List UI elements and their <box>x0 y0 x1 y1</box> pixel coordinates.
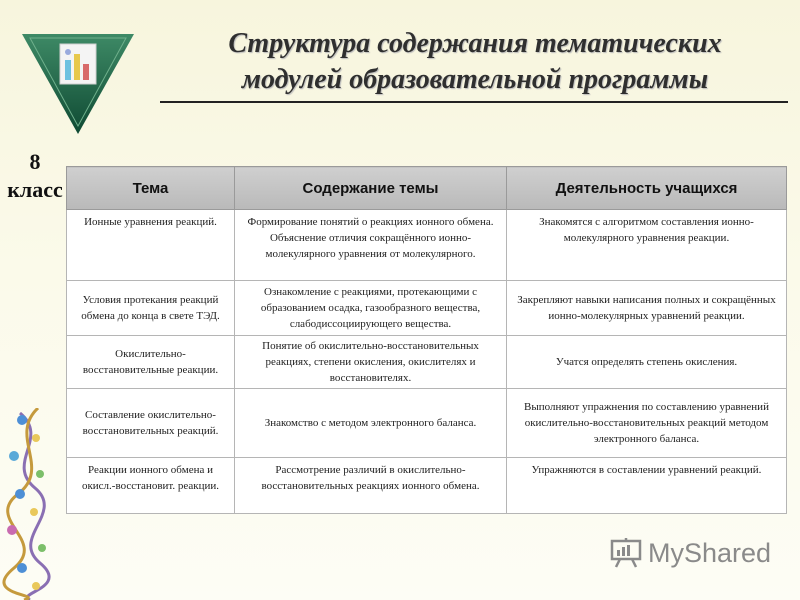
watermark-text: MyShared <box>648 537 772 568</box>
cell-activity: Знакомятся с алгоритмом составления ионно-молекулярного уравнения реакции. <box>507 210 787 281</box>
cell-topic: Окислительно-восстановительные реакции. <box>67 336 235 389</box>
cell-content: Понятие об окислительно-восстановительных реакциях, степени окисления, окислителях и восстановителях. <box>235 336 507 389</box>
column-header-content: Содержание темы <box>235 167 507 210</box>
myshared-watermark <box>610 535 790 571</box>
cell-content: Рассмотрение различий в окислительно-восстановительных реакциях ионного обмена. <box>235 458 507 514</box>
modules-table <box>66 166 787 514</box>
table-row <box>67 389 787 458</box>
grade-number: 8 <box>29 149 41 174</box>
title-underline <box>160 101 788 103</box>
grade-label <box>0 148 70 204</box>
cell-activity: Упражняются в составлении уравнений реакций. <box>507 458 787 514</box>
table-header-row <box>67 167 787 210</box>
cell-content: Ознакомление с реакциями, протекающими с образованием осадка, газообразного вещества, слабодиссоциирующего вещества. <box>235 281 507 336</box>
column-header-activity: Деятельность учащихся <box>507 167 787 210</box>
title-line-1: Структура содержания тематических <box>228 28 722 59</box>
cell-activity: Закрепляют навыки написания полных и сокращённых ионно-молекулярных уравнений реакции. <box>507 281 787 336</box>
page-title <box>160 26 790 98</box>
cell-topic: Условия протекания реакций обмена до конца в свете ТЭД. <box>67 281 235 336</box>
cell-activity: Учатся определять степень окисления. <box>507 336 787 389</box>
table-row <box>67 210 787 281</box>
cell-topic: Реакции ионного обмена и окисл.-восстановит. реакции. <box>67 458 235 514</box>
cell-topic: Составление окислительно-восстановительных реакций. <box>67 389 235 458</box>
column-header-topic: Тема <box>67 167 235 210</box>
title-line-2: модулей образовательной программы <box>241 64 709 95</box>
table-row <box>67 281 787 336</box>
table-row <box>67 336 787 389</box>
lab-flasks-triangle-icon <box>22 34 134 134</box>
presentation-board-icon <box>610 538 642 568</box>
molecule-chain-icon <box>0 408 58 600</box>
grade-word: класс <box>7 177 63 202</box>
cell-topic: Ионные уравнения реакций. <box>67 210 235 281</box>
cell-activity: Выполняют упражнения по составлению уравнений окислительно-восстановительных реакций методом электронного баланса. <box>507 389 787 458</box>
cell-content: Формирование понятий о реакциях ионного обмена. Объяснение отличия сокращённого ионно-молекулярного уравнения от молекулярного. <box>235 210 507 281</box>
cell-content: Знакомство с методом электронного баланса. <box>235 389 507 458</box>
table-row <box>67 458 787 514</box>
